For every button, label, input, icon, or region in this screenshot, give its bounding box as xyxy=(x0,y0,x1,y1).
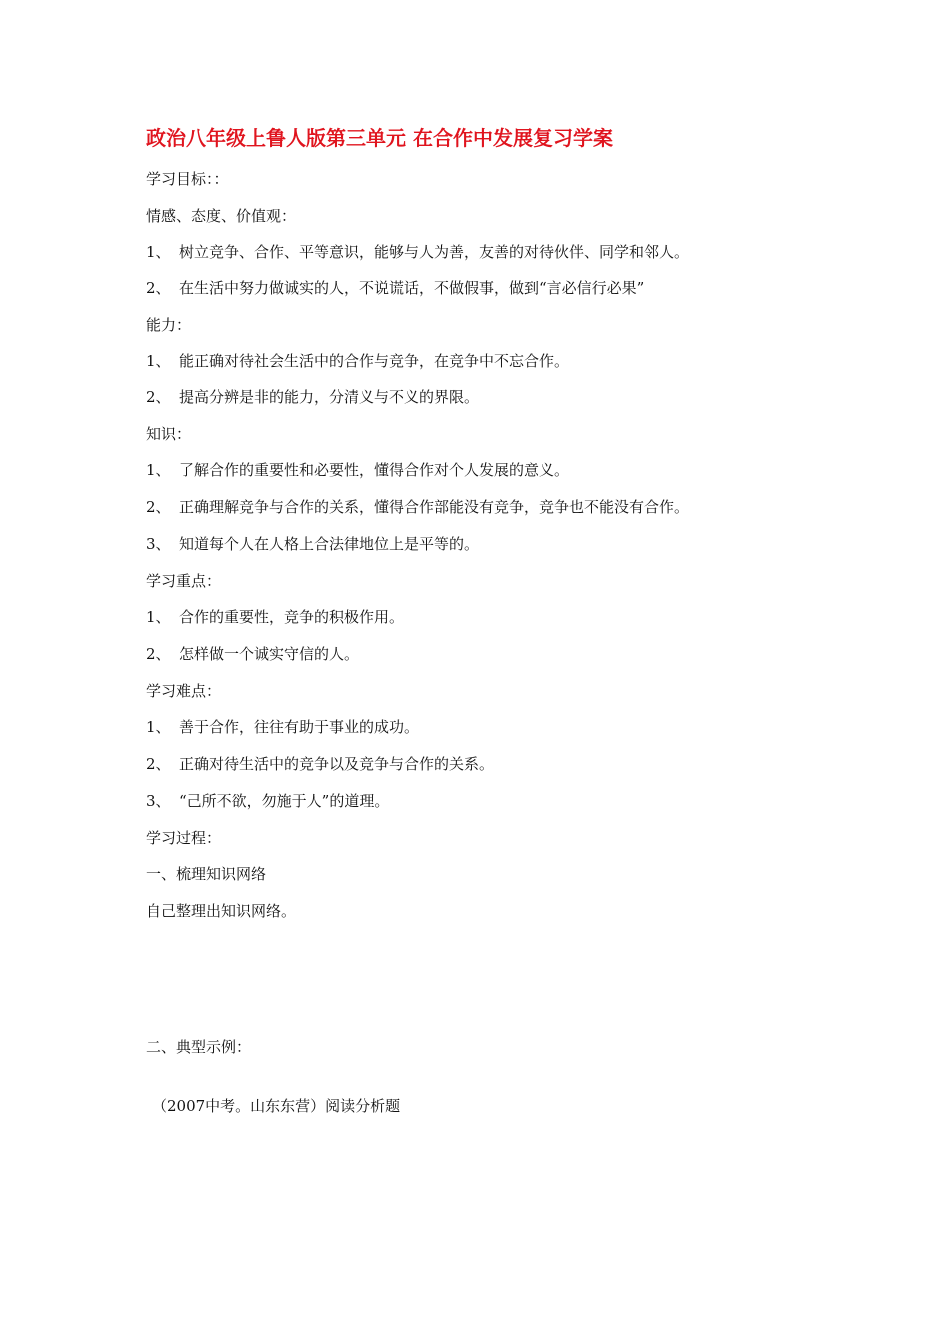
list-item xyxy=(146,460,569,480)
document-title: 政治八年级上鲁人版第三单元 在合作中发展复习学案 xyxy=(146,126,613,150)
heading-learning-process xyxy=(146,828,221,848)
list-item xyxy=(146,791,389,811)
line-text: 了解合作的重要性和必要性，懂得合作对个人发展的意义。 xyxy=(179,461,570,479)
line-text: “己所不欲，勿施于人”的道理。 xyxy=(179,792,390,810)
list-item xyxy=(146,387,479,407)
line-text: 能力： xyxy=(146,316,192,334)
item-number: 2、 xyxy=(146,279,171,297)
paragraph xyxy=(146,901,296,921)
item-number: 1、 xyxy=(146,352,171,370)
line-text: 学习目标：： xyxy=(146,170,229,188)
item-number: 2、 xyxy=(146,388,171,406)
heading-difficulties xyxy=(146,681,221,701)
item-number: 3、 xyxy=(146,792,171,810)
section-heading xyxy=(146,864,266,884)
heading-key-points xyxy=(146,571,221,591)
line-text: 正确对待生活中的竞争以及竞争与合作的关系。 xyxy=(179,755,495,773)
heading-knowledge xyxy=(146,424,191,444)
line-text: 提高分辨是非的能力，分清义与不义的界限。 xyxy=(179,388,480,406)
item-number: 2、 xyxy=(146,755,171,773)
item-number: 1、 xyxy=(146,718,171,736)
line-text: 树立竞争、合作、平等意识，能够与人为善，友善的对待伙伴、同学和邻人。 xyxy=(179,243,690,261)
line-text: 学习难点： xyxy=(146,682,222,700)
heading-learning-goals xyxy=(146,169,229,189)
list-item xyxy=(146,644,359,664)
section-heading xyxy=(146,1037,251,1057)
line-text: 能正确对待社会生活中的合作与竞争，在竞争中不忘合作。 xyxy=(179,352,570,370)
line-text: 学习过程： xyxy=(146,829,222,847)
list-item xyxy=(146,351,569,371)
line-text: 情感、态度、价值观： xyxy=(146,207,297,225)
line-text: 一、梳理知识网络 xyxy=(146,865,267,883)
line-text: 学习重点： xyxy=(146,572,222,590)
line-text: 知识： xyxy=(146,425,192,443)
heading-ability xyxy=(146,315,191,335)
item-number: 2、 xyxy=(146,498,171,516)
line-text: 正确理解竞争与合作的关系，懂得合作部能没有竞争，竞争也不能没有合作。 xyxy=(179,498,690,516)
line-text: 二、典型示例： xyxy=(146,1038,252,1056)
heading-emotion-attitude xyxy=(146,206,296,226)
item-number: 1、 xyxy=(146,461,171,479)
line-text: 知道每个人在人格上合法律地位上是平等的。 xyxy=(179,535,480,553)
item-number: 1、 xyxy=(146,608,171,626)
item-number: 3、 xyxy=(146,535,171,553)
list-item xyxy=(146,278,644,298)
line-text: 自己整理出知识网络。 xyxy=(146,902,297,920)
item-number: 2、 xyxy=(146,645,171,663)
paragraph xyxy=(152,1096,400,1116)
list-item xyxy=(146,242,689,262)
list-item xyxy=(146,607,404,627)
list-item xyxy=(146,497,689,517)
line-text: 合作的重要性，竞争的积极作用。 xyxy=(179,608,405,626)
list-item xyxy=(146,534,479,554)
line-text: 善于合作，往往有助于事业的成功。 xyxy=(179,718,420,736)
item-number: 1、 xyxy=(146,243,171,261)
line-text: （2007中考。山东东营）阅读分析题 xyxy=(152,1097,401,1115)
list-item xyxy=(146,717,419,737)
line-text: 怎样做一个诚实守信的人。 xyxy=(179,645,360,663)
line-text: 在生活中努力做诚实的人，不说谎话，不做假事，做到“言必信行必果” xyxy=(179,279,645,297)
list-item xyxy=(146,754,494,774)
